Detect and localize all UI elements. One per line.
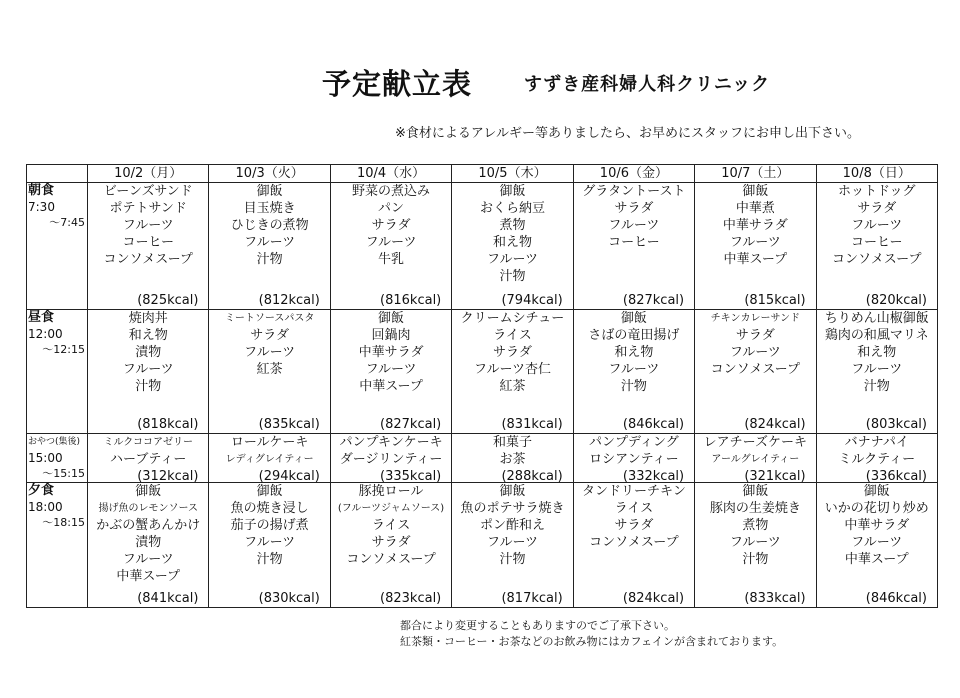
menu-item: 御飯 — [135, 484, 162, 499]
menu-cell — [452, 183, 573, 310]
menu-item: フルーツ — [729, 235, 781, 250]
meal-name: 昼食 — [28, 310, 55, 325]
footer-notes — [400, 618, 783, 650]
menu-item: 汁物 — [742, 552, 769, 567]
menu-item: ひじきの煮物 — [230, 218, 309, 233]
menu-item: サラダ — [250, 328, 290, 343]
menu-cell — [209, 183, 330, 310]
kcal-value: (336kcal) — [865, 469, 927, 484]
menu-item: 鶏肉の和風マリネ — [824, 328, 929, 343]
kcal-value: (803kcal) — [865, 417, 927, 432]
menu-cell — [695, 434, 816, 483]
menu-item: ライス — [614, 501, 654, 516]
meal-end-time: ～18:15 — [42, 516, 85, 529]
menu-item: クリームシチュー — [460, 311, 565, 326]
menu-item: ロシアンティー — [589, 452, 679, 467]
menu-item: ポン酢和え — [479, 518, 545, 533]
menu-item: フルーツ — [486, 535, 538, 550]
menu-item: ミルクココアゼリー — [103, 437, 193, 448]
menu-item: タンドリーチキン — [581, 484, 686, 499]
lunch-row — [27, 310, 938, 434]
menu-cell — [695, 310, 816, 434]
kcal-value: (824kcal) — [744, 417, 806, 432]
day-header: 10/6（金） — [573, 165, 694, 183]
menu-item: 汁物 — [256, 252, 283, 267]
menu-cell — [816, 183, 937, 310]
day-header: 10/2（月） — [88, 165, 209, 183]
kcal-value: (817kcal) — [501, 591, 563, 606]
menu-item: サラダ — [493, 345, 532, 360]
menu-cell — [573, 310, 694, 434]
page-title: 予定献立表 — [322, 67, 473, 101]
footer-note-change: 都合により変更することもありますのでご了承下さい。 — [400, 619, 675, 632]
menu-item: 魚のポテサラ焼き — [460, 501, 565, 516]
corner-cell — [27, 165, 88, 183]
menu-item: フルーツ — [244, 345, 296, 360]
menu-item: 豚挽ロール — [358, 484, 424, 499]
menu-item: ライス — [371, 518, 411, 533]
menu-item: パンプキンケーキ — [339, 435, 443, 450]
menu-item: コンソメスープ — [346, 552, 436, 567]
menu-cell — [88, 434, 209, 483]
menu-item: 中華スープ — [844, 552, 909, 567]
meal-end-time: ～7:45 — [49, 216, 85, 229]
menu-item: 漬物 — [135, 535, 162, 550]
meal-name: 朝食 — [28, 183, 55, 198]
menu-item: 和え物 — [614, 345, 654, 360]
menu-item: 紅茶 — [256, 362, 283, 377]
meal-start-time: 15:00 — [28, 451, 63, 465]
dinner-row — [27, 483, 938, 608]
menu-item: 中華サラダ — [358, 345, 424, 360]
menu-item: パンプディング — [589, 435, 679, 450]
menu-item: ビーンズサンド — [103, 184, 193, 199]
kcal-value: (835kcal) — [258, 417, 320, 432]
menu-item: ロールケーキ — [230, 435, 309, 450]
menu-item: 汁物 — [620, 379, 647, 394]
menu-cell — [209, 310, 330, 434]
menu-table — [26, 164, 938, 608]
menu-item: ミルクティー — [838, 452, 916, 467]
menu-item: 和え物 — [492, 235, 532, 250]
menu-item: 目玉焼き — [243, 201, 296, 216]
menu-cell — [452, 310, 573, 434]
breakfast-row — [27, 183, 938, 310]
kcal-value: (816kcal) — [380, 293, 442, 308]
meal-end-time: ～12:15 — [42, 343, 85, 356]
menu-item: 牛乳 — [378, 252, 405, 267]
menu-cell — [88, 483, 209, 608]
menu-item: 御飯 — [742, 484, 769, 499]
menu-item: 和え物 — [857, 345, 897, 360]
menu-item: フルーツ — [122, 552, 174, 567]
menu-item: ダージリンティー — [339, 452, 443, 467]
menu-item: おくら納豆 — [479, 201, 545, 216]
menu-item: フルーツ — [729, 535, 781, 550]
menu-item: 回鍋肉 — [371, 328, 411, 343]
menu-item: 中華サラダ — [844, 518, 910, 533]
menu-item: 御飯 — [863, 484, 890, 499]
menu-item: レディグレイティー — [225, 454, 314, 465]
day-header: 10/8（日） — [816, 165, 937, 183]
menu-cell — [816, 310, 937, 434]
menu-item: 茄子の揚げ煮 — [230, 518, 309, 533]
menu-cell — [209, 483, 330, 608]
menu-item: 漬物 — [135, 345, 162, 360]
menu-cell — [573, 483, 694, 608]
kcal-value: (335kcal) — [380, 469, 442, 484]
menu-item: 御飯 — [499, 484, 526, 499]
menu-cell — [330, 310, 451, 434]
allergy-notice: ※食材によるアレルギー等ありましたら、お早めにスタッフにお申し出下さい。 — [395, 126, 861, 141]
menu-item: チキンカレーサンド — [710, 313, 801, 324]
menu-item: コンソメスープ — [832, 252, 922, 267]
day-header: 10/7（土） — [695, 165, 816, 183]
menu-item: 中華スープ — [359, 379, 423, 394]
menu-item: グラタントースト — [582, 184, 686, 199]
menu-item: 汁物 — [499, 269, 526, 284]
menu-item: サラダ — [857, 201, 897, 216]
menu-item: サラダ — [371, 535, 411, 550]
menu-item: 和え物 — [128, 328, 168, 343]
menu-item: 豚肉の生姜焼き — [709, 501, 801, 516]
menu-item: フルーツ — [486, 252, 538, 267]
menu-item: ポテトサンド — [109, 201, 187, 216]
menu-item: コンソメスープ — [103, 252, 193, 267]
footer-note-caffeine: 紅茶類・コーヒー・お茶などのお飲み物にはカフェインが含まれております。 — [400, 635, 784, 648]
kcal-value: (846kcal) — [622, 417, 685, 432]
menu-item: ミートソースパスタ — [224, 313, 315, 324]
menu-item: サラダ — [614, 518, 654, 533]
menu-item: かぶの蟹あんかけ — [96, 518, 201, 533]
kcal-value: (288kcal) — [501, 469, 563, 484]
menu-item: 御飯 — [256, 484, 283, 499]
meal-name: おやつ(集後) — [28, 437, 81, 447]
menu-cell — [573, 434, 694, 483]
kcal-value: (818kcal) — [137, 417, 199, 432]
menu-item: 揚げ魚のレモンソース — [98, 503, 198, 514]
menu-item: 御飯 — [256, 184, 283, 199]
kcal-value: (833kcal) — [744, 591, 806, 606]
menu-cell — [209, 434, 330, 483]
menu-item: フルーツ — [244, 535, 296, 550]
meal-name: 夕食 — [28, 483, 55, 498]
meal-start-time: 7:30 — [28, 200, 55, 214]
meal-start-time: 12:00 — [28, 327, 63, 341]
menu-item: 汁物 — [256, 552, 283, 567]
menu-item: コーヒー — [608, 235, 660, 250]
menu-item: レアチーズケーキ — [703, 435, 807, 450]
menu-item: フルーツ — [851, 535, 903, 550]
kcal-value: (824kcal) — [622, 591, 685, 606]
clinic-name: すずき産科婦人科クリニック — [524, 74, 771, 95]
menu-item: 和菓子 — [492, 435, 532, 450]
meal-start-time: 18:00 — [28, 500, 63, 514]
menu-cell — [452, 434, 573, 483]
menu-item: (フルーツジャムソース) — [337, 503, 445, 514]
menu-item: 紅茶 — [499, 379, 526, 394]
menu-item: 煮物 — [742, 518, 769, 533]
meal-end-time: ～15:15 — [42, 467, 85, 480]
kcal-value: (831kcal) — [501, 417, 563, 432]
menu-item: フルーツ — [365, 235, 417, 250]
menu-item: 野菜の煮込み — [352, 184, 431, 199]
menu-item: フルーツ — [365, 362, 417, 377]
menu-cell — [88, 183, 209, 310]
kcal-value: (794kcal) — [501, 293, 563, 308]
menu-item: バナナパイ — [844, 435, 909, 450]
menu-item: フルーツ — [608, 362, 660, 377]
menu-item: 魚の焼き浸し — [230, 501, 309, 516]
menu-cell — [88, 310, 209, 434]
menu-item: コンソメスープ — [589, 535, 679, 550]
menu-item: コーヒー — [851, 235, 903, 250]
menu-item: 中華スープ — [723, 252, 788, 267]
menu-item: サラダ — [371, 218, 411, 233]
menu-cell — [695, 483, 816, 608]
menu-cell — [330, 434, 451, 483]
menu-item: フルーツ — [729, 345, 781, 360]
kcal-value: (321kcal) — [744, 469, 806, 484]
day-header: 10/3（火） — [209, 165, 330, 183]
snack-row — [27, 434, 938, 483]
day-header-row — [27, 165, 938, 183]
menu-item: いかの花切り炒め — [824, 501, 929, 516]
menu-item: フルーツ — [122, 218, 174, 233]
menu-cell — [816, 483, 937, 608]
kcal-value: (827kcal) — [622, 293, 685, 308]
kcal-value: (312kcal) — [137, 469, 199, 484]
menu-cell — [330, 483, 451, 608]
kcal-value: (841kcal) — [137, 591, 199, 606]
menu-item: サラダ — [614, 201, 654, 216]
day-header: 10/5（木） — [452, 165, 573, 183]
kcal-value: (823kcal) — [380, 591, 442, 606]
meal-label-cell — [27, 434, 88, 483]
menu-item: さばの竜田揚げ — [588, 328, 680, 343]
menu-item: ホットドッグ — [838, 184, 916, 199]
menu-item: フルーツ — [851, 218, 903, 233]
menu-item: 御飯 — [620, 311, 647, 326]
menu-item: 御飯 — [499, 184, 526, 199]
menu-item: お茶 — [499, 452, 526, 467]
menu-item: 中華サラダ — [722, 218, 788, 233]
menu-item: フルーツ — [608, 218, 660, 233]
menu-item: パン — [378, 201, 405, 216]
menu-cell — [452, 483, 573, 608]
menu-item: ちりめん山椒御飯 — [824, 311, 929, 326]
menu-item: フルーツ — [851, 362, 903, 377]
menu-item: 汁物 — [863, 379, 890, 394]
menu-item: 中華スープ — [116, 569, 181, 584]
kcal-value: (294kcal) — [258, 469, 320, 484]
menu-item: フルーツ — [244, 235, 296, 250]
menu-item: アールグレイティー — [711, 454, 800, 465]
kcal-value: (846kcal) — [865, 591, 927, 606]
menu-item: 煮物 — [499, 218, 526, 233]
menu-cell — [816, 434, 937, 483]
menu-item: 御飯 — [378, 311, 405, 326]
meal-label-cell — [27, 483, 88, 608]
menu-cell — [695, 183, 816, 310]
meal-label-cell — [27, 183, 88, 310]
menu-item: サラダ — [735, 328, 775, 343]
kcal-value: (812kcal) — [258, 293, 320, 308]
menu-cell — [330, 183, 451, 310]
menu-item: 中華煮 — [735, 201, 775, 216]
day-header: 10/4（水） — [330, 165, 451, 183]
menu-item: コンソメスープ — [710, 362, 801, 377]
menu-item: 汁物 — [135, 379, 162, 394]
menu-item: コーヒー — [122, 235, 174, 250]
menu-cell — [573, 183, 694, 310]
menu-item: 御飯 — [742, 184, 769, 199]
menu-item: 焼肉丼 — [128, 311, 168, 326]
kcal-value: (332kcal) — [622, 469, 685, 484]
menu-item: フルーツ杏仁 — [473, 362, 551, 377]
kcal-value: (827kcal) — [380, 417, 442, 432]
kcal-value: (830kcal) — [258, 591, 320, 606]
kcal-value: (820kcal) — [865, 293, 927, 308]
menu-item: ライス — [493, 328, 532, 343]
meal-label-cell — [27, 310, 88, 434]
menu-item: ハーブティー — [110, 452, 187, 467]
kcal-value: (815kcal) — [744, 293, 806, 308]
menu-item: 汁物 — [499, 552, 526, 567]
kcal-value: (825kcal) — [137, 293, 199, 308]
menu-item: フルーツ — [122, 362, 174, 377]
